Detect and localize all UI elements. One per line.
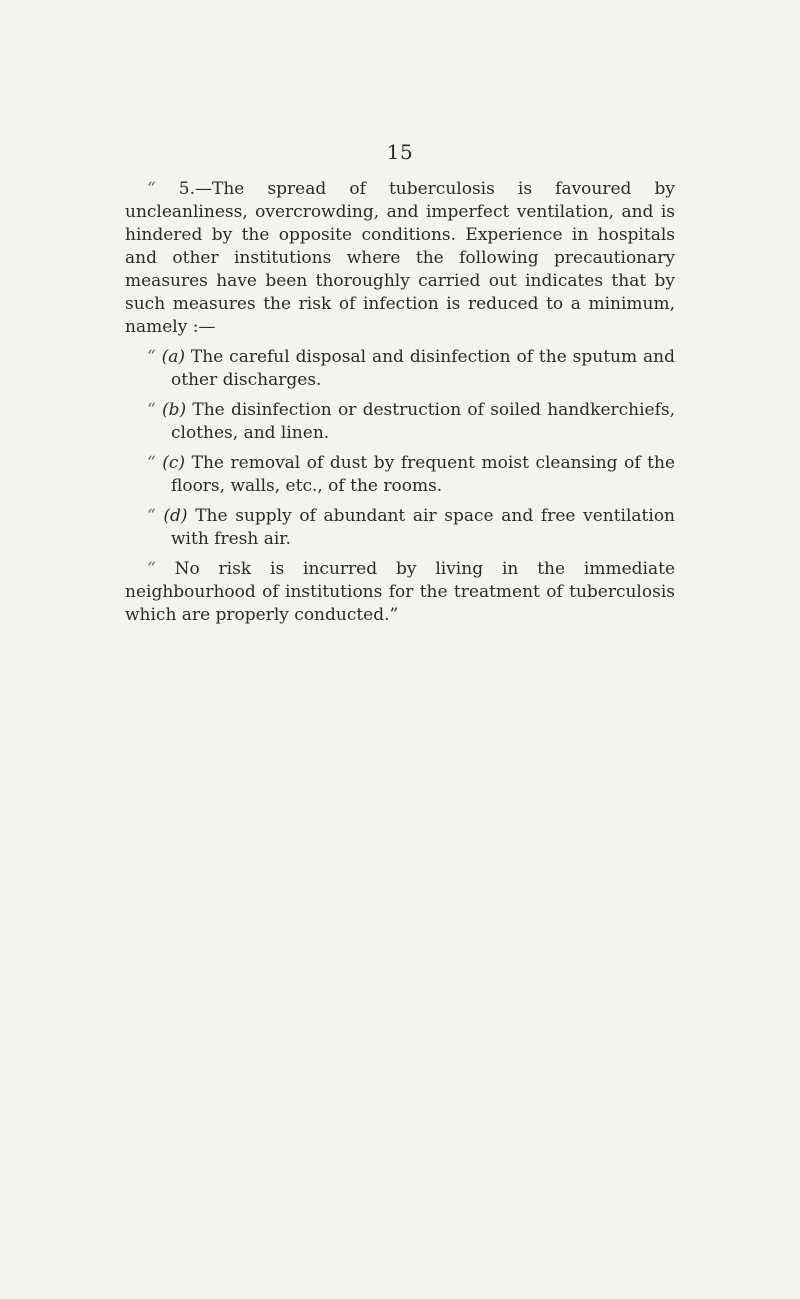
- item-text: The removal of dust by frequent moist cleansing of the floors, walls, etc., of the rooms.: [171, 453, 676, 496]
- item-text: The supply of abundant air space and free ventilation with fresh air.: [171, 506, 676, 549]
- page-number: 15: [386, 140, 414, 164]
- list-item-c: [125, 452, 675, 498]
- open-quote: “: [147, 347, 156, 367]
- item-letter: (b): [161, 400, 187, 420]
- item-text: The careful disposal and disinfection of the sputum and other discharges.: [171, 347, 675, 390]
- list-item-a: [125, 346, 675, 392]
- closing-text: No risk is incurred by living in the immediate neighbourhood of institutions for the treatment of tuberculosis which are properly conducted.”: [125, 559, 675, 625]
- intro-paragraph: [125, 178, 675, 339]
- item-letter: (d): [163, 506, 188, 526]
- list-item-b: [125, 399, 675, 445]
- closing-paragraph: [125, 558, 675, 627]
- open-quote: “: [147, 559, 156, 579]
- open-quote: “: [147, 453, 156, 473]
- item-text: The disinfection or destruction of soiled handkerchiefs, clothes, and linen.: [171, 400, 676, 443]
- open-quote: “: [147, 179, 156, 199]
- item-letter: (c): [162, 453, 186, 473]
- open-quote: “: [147, 506, 156, 526]
- intro-text: 5.—The spread of tuberculosis is favoured by uncleanliness, overcrowding, and imperfect ventilation, and is hindered by the opposite conditions. Experience in hospitals and other institutions where the following precautionary measures have been thoroughly carried out indicates that by such measures the risk of infection is reduced to a minimum, namely :—: [125, 179, 676, 337]
- body-text: [125, 178, 675, 627]
- open-quote: “: [147, 400, 156, 420]
- list-item-d: [125, 505, 675, 551]
- item-letter: (a): [161, 347, 186, 367]
